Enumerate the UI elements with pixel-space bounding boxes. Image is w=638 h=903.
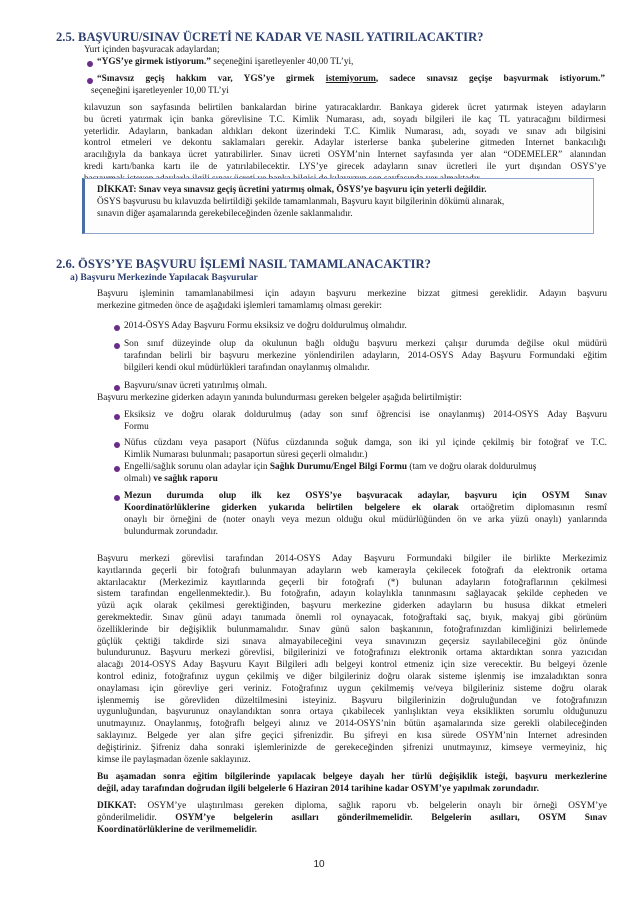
paragraph-line: kontrol ediniz, fotoğrafınız uygun çekilmiş ve diğer bilgileriniz doğru olarak sisteme işlenmiş ise imzaladıktan sonra bbox=[97, 671, 607, 682]
paragraph-line: aktarılacaktır (Merkezimiz kayıtlarında geçerli bir fotoğrafı (*) bulunan adayların fotoğraflarının çekilmesi bbox=[97, 577, 607, 588]
bullet-icon bbox=[114, 442, 120, 448]
bullet-icon bbox=[114, 325, 120, 331]
paragraph-line: aracılığıyla da bankaya ücret yatırabilirler. Sınav ücreti ÖSYM’nin İnternet sayfasında yer alan “ÖDEMELER” alanından bbox=[84, 150, 606, 161]
paragraph-line: değil, aday tarafından doğrudan ilgili belgelerle 6 Haziran 2014 tarihine kadar ÖSYM’ye yapılmak zorundadır. bbox=[97, 783, 539, 794]
list-item-line: Kimlik Numarası bulunmalı; pasaportun süresi geçerli olmalıdır.) bbox=[124, 450, 368, 460]
bullet-mezun-cont: bulundurmak zorundadır. bbox=[124, 527, 218, 537]
paragraph-line: kredi kartı/banka kartı ile de yatırılabilecektir. LYS’ye girecek adayların sınav ücretleri ile yurt dışından ÖSYS’ye bbox=[84, 161, 606, 172]
page-number: 10 bbox=[313, 859, 325, 870]
paragraph-line: yeterlidir. Adayların, bankadan aldıkları dekont üzerindeki T.C. Kimlik Numarası, adı, soyadı ve sınav adı bilgisini bbox=[84, 126, 606, 137]
bullet-icon bbox=[114, 385, 120, 391]
section-2-6-heading: 2.6. ÖSYS’YE BAŞVURU İŞLEMİ NASIL TAMAMLANACAKTIR? bbox=[56, 257, 431, 271]
list-item-line: Nüfus cüzdanı veya pasaport (Nüfus cüzdanında soğuk damga, son iki yıl içinde çekilmiş bir fotoğraf ve T.C. bbox=[124, 438, 607, 448]
bullet-icon bbox=[114, 495, 120, 501]
paragraph-line: onaylaması için görevliye geri veriniz. Fotoğrafınız uygun çekilmemiş ve/veya bilgileriniz sisteme doğru olarak bbox=[97, 683, 607, 694]
section-2-6-subheading: a) Başvuru Merkezinde Yapılacak Başvurular bbox=[70, 272, 258, 283]
bullet-mezun-cont: onaylı bir örneğini de (noter onaylı veya mezun olduğu okul müdürlüğünden ön ve arka yüzü onaylı) yanlarında bbox=[124, 515, 607, 525]
paragraph-line: güçlük çektiği takdirde sizi sınava almayabileceğini veya sınavınızın geçersiz sayılabileceğini göz önünde bbox=[97, 636, 607, 647]
section-2-5-heading: 2.5. BAŞVURU/SINAV ÜCRETİ NE KADAR VE NASIL YATIRILACAKTIR? bbox=[56, 30, 484, 44]
section-2-5-paragraph bbox=[84, 103, 606, 186]
list-item-line: tarafından belirli bir başvuru merkezine yönlendirilen adayların, 2014-ÖSYS Aday Başvuru Formundaki eğitim bbox=[124, 351, 607, 361]
paragraph-line: değiştiriniz. Şifreniz daha sonraki işlemlerinizde de gerekeceğinden şifrenizi unutmayınız, kimseye vermeyiniz, hiç bbox=[97, 742, 607, 753]
dikkat-line: gönderilmelidir. ÖSYM’ye belgelerin asılları gönderilmemelidir. Belgelerin asılları, ÖSYM Sınav bbox=[97, 813, 607, 823]
paragraph-line: merkezine gitmeden önce de aşağıdaki işlemleri tamamlamış olması gerekir: bbox=[97, 300, 383, 311]
paragraph-line: kimse ile paylaşmadan özenle saklayınız. bbox=[97, 754, 251, 765]
bullet-mezun: Mezun durumda olup ilk kez ÖSYS’ye başvuracak adaylar, başvuru için ÖSYM Sınav bbox=[124, 491, 607, 501]
paragraph-line: sistem tarafından engellenmektedir.). Bu fotoğrafın, adayın kolaylıkla tanınmasını sağlayacak şekilde cepheden ve bbox=[97, 589, 607, 600]
paragraph-line: işlenmemiş ise görevliden düzeltilmesini isteyiniz. Başvuru bilgilerinizin doğruluğundan ve fotoğrafınızın bbox=[97, 695, 607, 706]
bullet-ygs: “YGS’ye girmek istiyorum.” seçeneğini işaretleyenler 40,00 TL’yi, bbox=[97, 57, 354, 67]
notice-line: sınavın diğer aşamalarında gerekebileceğinden özenle saklanmalıdır. bbox=[97, 209, 353, 219]
bullet-icon bbox=[114, 414, 120, 420]
paragraph-line: bu ücreti yatırmak için banka görevlisine T.C. Kimlik Numarası, adı, soyadı bilgileri ile kaç TL yatıracağını bildirmesi bbox=[84, 114, 606, 125]
paragraph-line: saklayınız. Belgede yer alan şifre geçici şifrenizdir. Bu şifreyi en kısa sürede ÖSYM’nin İnternet adresinden bbox=[97, 730, 607, 741]
section-2-5-intro: Yurt içinden başvuracak adaylardan; bbox=[84, 45, 220, 55]
list-item-line: Eksiksiz ve doğru olarak doldurulmuş (aday son sınıf öğrencisi ise onaylanmış) 2014-ÖSYS Aday Başvuru bbox=[124, 410, 607, 420]
dikkat-line: DİKKAT: ÖSYM’ye ulaştırılması gereken diploma, sağlık raporu vb. belgelerin onaylı bir örneği ÖSYM’ye bbox=[97, 801, 607, 811]
paragraph-line: Başvuru merkezi görevlisi tarafından 2014-ÖSYS Aday Başvuru Formundaki bilgiler ile birlikte Merkezimiz bbox=[97, 554, 607, 564]
bullet-icon bbox=[87, 61, 93, 67]
notice-title: DİKKAT: Sınav veya sınavsız geçiş ücretini yatırmış olmak, ÖSYS’ye başvuru için yeterli değildir. bbox=[97, 185, 487, 195]
paragraph-line: gerekmektedir. Sınav günü adayı tanımada önemli rol oynayacak, fotoğraftaki saç, bıyık, makyaj gibi görünüm bbox=[97, 612, 607, 623]
paragraph-line: kılavuzun son sayfasında belirtilen bankalardan birine yatıracaklardır. Bankaya giderek ücret yatırmak isteyen adayların bbox=[84, 103, 606, 113]
list-item-line: Başvuru/sınav ücreti yatırılmış olmalı. bbox=[124, 381, 268, 391]
paragraph-line: yüzü açık olarak çekilmesi gerektiğinden, başvuru merkezine giderken adayların bu hususa dikkat etmeleri bbox=[97, 601, 607, 612]
paragraph-line: kontrol etmeleri ve dekontu saklamaları gerekir. Adaylar isterlerse banka şubelerine gitmeden İnternet bankacılığı bbox=[84, 138, 606, 149]
paragraph-line: bulundurunuz. Başvuru merkezi görevlisi, bilgilerinizi ve fotoğrafınızı elektronik ortama aktardıktan sonra yazıcıdan bbox=[97, 648, 607, 659]
list-item-line: bilgileri kendi okul müdürlükleri tarafından onaylanmış olmalıdır. bbox=[124, 363, 370, 373]
documents-intro: Başvuru merkezine giderken adayın yanında bulundurması gereken belgeler aşağıda belirtilmiştir: bbox=[97, 393, 462, 403]
photo-paragraph bbox=[97, 554, 607, 766]
list-item-line: 2014-ÖSYS Aday Başvuru Formu eksiksiz ve doğru doldurulmuş olmalıdır. bbox=[124, 321, 407, 331]
bullet-icon bbox=[87, 78, 93, 84]
notice-box bbox=[82, 178, 594, 234]
bullet-icon bbox=[114, 343, 120, 349]
dikkat-line: Koordinatörlüklerine de verilmemelidir. bbox=[97, 825, 258, 835]
section-2-6-paragraph bbox=[97, 289, 607, 313]
paragraph-line: özelliklerinde bir değişiklik bulunmamalıdır. Sınav günü salon başkanının, fotoğrafınızdan kimliğinizi belirlemede bbox=[97, 624, 607, 635]
paragraph-line: uygunluğundan, başvurunuz onaylandıktan sonra ortaya çıkabilecek yanlışlıktan veya eksiklikten sorumlu olduğunuzu bbox=[97, 707, 607, 718]
bullet-icon bbox=[114, 466, 120, 472]
bullet-mezun-cont: Koordinatörlüklerine giderken yukarıda belirtilen belgelere ek olarak ortaöğretim diplomasının resmî bbox=[124, 503, 607, 513]
paragraph-line: kayıtlarında geçerli bir fotoğrafı bulunmayan adayların web kamerayla çekilecek fotoğrafı da elektronik ortama bbox=[97, 565, 607, 576]
bullet-sinavsiz: “Sınavsız geçiş hakkım var, YGS’ye girmek istemiyorum, sadece sınavsız geçişe başvurmak istiyorum.” bbox=[97, 74, 605, 84]
bullet-engelli: Engelli/sağlık sorunu olan adaylar için Sağlık Durumu/Engel Bilgi Formu (tam ve doğru olarak doldurulmuş bbox=[124, 462, 537, 472]
paragraph-line: unutmayınız. Onaylanmış, fotoğraflı belgeyi alınız ve 2014-ÖSYS’nin bütün aşamalarında size gerekli olabileceğinden bbox=[97, 719, 607, 730]
bullet-engelli-cont: olmalı) ve sağlık raporu bbox=[124, 474, 218, 484]
paragraph-line: Bu aşamadan sonra eğitim bilgilerinde yapılacak belgeye dayalı her türlü değişiklik isteği, başvuru merkezlerine bbox=[97, 772, 607, 782]
list-item-line: Formu bbox=[124, 422, 149, 432]
list-item-line: Son sınıf düzeyinde olup da okulunun bağlı olduğu başvuru merkezi çalışır durumda değilse okul müdürü bbox=[124, 339, 607, 349]
paragraph-line: Başvuru işleminin tamamlanabilmesi için adayın başvuru merkezine bizzat gitmesi gereklidir. Adayın başvuru bbox=[97, 289, 607, 299]
bold-warning-paragraph bbox=[97, 772, 607, 796]
bullet-sinavsiz-cont: seçeneğini işaretleyenler 10,00 TL’yi bbox=[91, 86, 229, 96]
notice-line: ÖSYS başvurusu bu kılavuzda belirtildiği şekilde tamamlanmalı, Başvuru kayıt bilgilerinin dökümü alınarak, bbox=[97, 197, 505, 207]
paragraph-line: alacağı 2014-ÖSYS Aday Başvuru Kayıt Bilgileri adlı belgeyi kontrol etmeniz için size verecektir. Bu belgeyi özenle bbox=[97, 660, 607, 671]
